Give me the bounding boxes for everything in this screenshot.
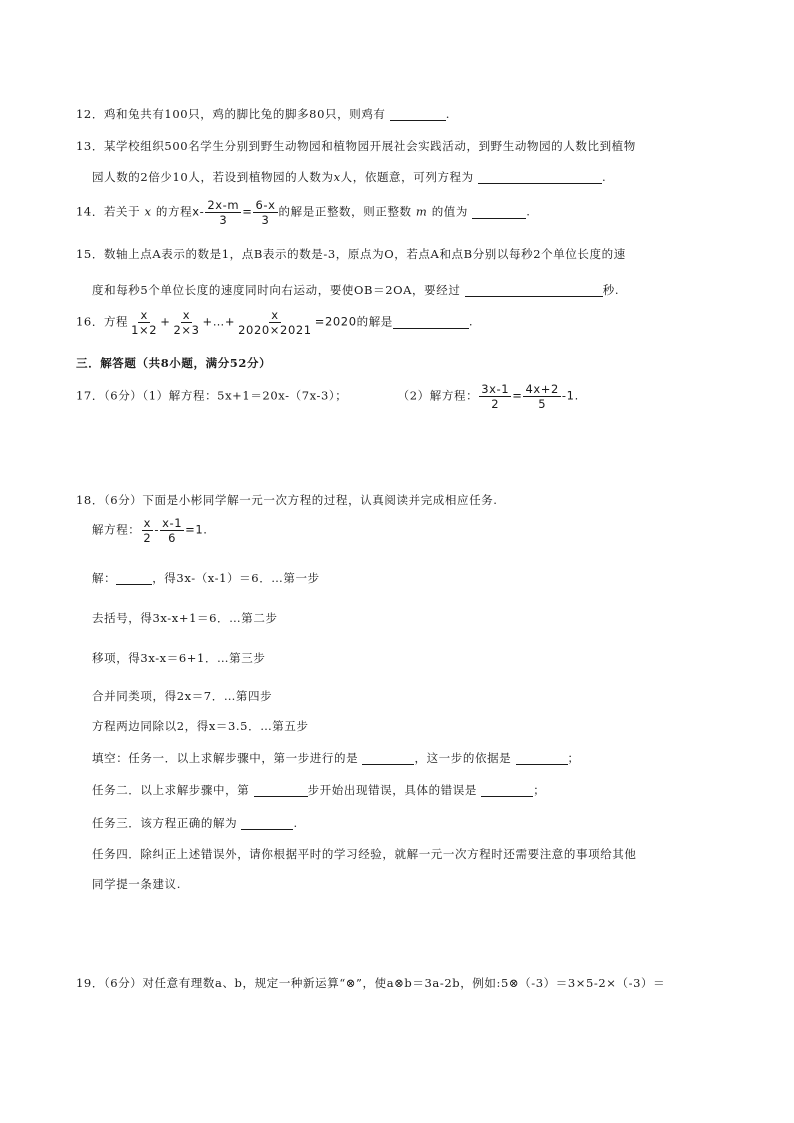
question-number: 16． [76, 314, 104, 329]
answer-blank[interactable] [390, 108, 446, 121]
question-18: 18．（6分）下面是小彬同学解一元一次方程的过程，认真阅读并完成相应任务. [76, 493, 498, 507]
task-3: 任务三．该方程正确的解为 . [92, 816, 298, 830]
section-heading: 三．解答题（共8小题，满分52分） [76, 356, 272, 370]
answer-blank[interactable] [478, 171, 602, 184]
question-17: 17．（6分）（1）解方程：5x+1＝20x-（7x-3）； （2）解方程： $\frac{3x-1}{2}$ = $\frac{4x+2}{5}$ -1. [76, 382, 579, 411]
fraction: $\frac{x}{2020\times 2021}$ [238, 308, 312, 337]
fraction: $\frac{x}{2\times 3}$ [173, 308, 200, 337]
question-19 [76, 975, 665, 991]
question-text: 某学校组织500名学生分别到野生动物园和植物园开展社会实践活动，到野生动物园的人数比到植物 [103, 139, 636, 153]
task-1: 填空：任务一．以上求解步骤中，第一步进行的是 ，这一步的依据是 ； [92, 751, 580, 765]
question-13 [76, 138, 636, 154]
question-12: 12．鸡和兔共有100只，鸡的脚比兔的脚多80只，则鸡有 . [76, 107, 451, 121]
question-number: 13． [76, 139, 104, 153]
answer-blank[interactable] [481, 784, 533, 797]
question-number: 17． [76, 388, 104, 403]
step-2: 去括号，得3x-x+1＝6．…第二步 [92, 611, 278, 625]
answer-blank[interactable] [254, 784, 308, 797]
question-16: 16．方程 $\frac{x}{1\times 2}$ + $\frac{x}{2\times 3}$ +…+ $\frac{x}{2020\times 2021}$ =2020的解是 . [76, 308, 474, 337]
step-3: 移项，得3x-x＝6+1．…第三步 [92, 651, 266, 665]
fraction: $\frac{x}{2}$ [143, 516, 152, 545]
question-number: 14． [76, 204, 104, 219]
question-13-line2: 园人数的2倍少10人，若设到植物园的人数为x人，依题意，可列方程为 . [92, 170, 607, 184]
answer-blank[interactable] [241, 817, 293, 830]
question-number: 19． [76, 976, 104, 990]
question-text: 数轴上点A表示的数是1，点B表示的数是-3，原点为O，若点A和点B分别以每秒2个单位长度的速 [103, 247, 626, 261]
step-5: 方程两边同除以2，得x＝3.5．…第五步 [92, 719, 309, 733]
answer-blank[interactable] [116, 572, 152, 585]
question-text: （6分）对任意有理数a、b，规定一种新运算“⊗”，使a⊗b＝3a-2b，例如:5⊗（-3）＝3×5-2×（-3）＝ [103, 976, 666, 990]
answer-blank[interactable] [465, 284, 603, 297]
equation-line: 解方程： $\frac{x}{2}$ - $\frac{x-1}{6}$ =1. [92, 516, 208, 545]
question-14: 14．若关于 x 的方程x- $\frac{2x-m}{3}$ = $\frac{6-x}{3}$ 的解是正整数，则正整数 m 的值为 . [76, 198, 531, 227]
step-4: 合并同类项，得2x＝7．…第四步 [92, 689, 273, 703]
answer-blank[interactable] [472, 206, 526, 219]
question-15-line2: 度和每秒5个单位长度的速度同时向右运动，要使OB＝2OA，要经过 秒. [92, 283, 620, 297]
question-15 [76, 246, 626, 262]
fraction: $\frac{3x-1}{2}$ [481, 382, 510, 411]
question-number: 12． [76, 107, 104, 121]
task-2: 任务二．以上求解步骤中，第 步开始出现错误，具体的错误是 ； [92, 783, 546, 797]
answer-blank[interactable] [516, 752, 568, 765]
answer-blank[interactable] [393, 316, 469, 329]
task-4-line2: 同学提一条建议. [92, 877, 181, 891]
fraction: $\frac{x}{1\times 2}$ [131, 308, 158, 337]
question-number: 18． [76, 493, 104, 507]
task-4: 任务四．除纠正上述错误外，请你根据平时的学习经验，就解一元一次方程时还需要注意的事项给其他 [92, 847, 637, 861]
question-text: 鸡和兔共有100只，鸡的脚比兔的脚多80只，则鸡有 [103, 107, 386, 121]
fraction: $\frac{4x+2}{5}$ [525, 382, 559, 411]
question-number: 15． [76, 247, 104, 261]
fraction: $\frac{2x-m}{3}$ [207, 198, 240, 227]
fraction: $\frac{x-1}{6}$ [162, 516, 183, 545]
answer-blank[interactable] [362, 752, 414, 765]
fraction: $\frac{6-x}{3}$ [255, 198, 276, 227]
step-1: 解： ，得3x-（x-1）＝6．…第一步 [92, 571, 320, 585]
